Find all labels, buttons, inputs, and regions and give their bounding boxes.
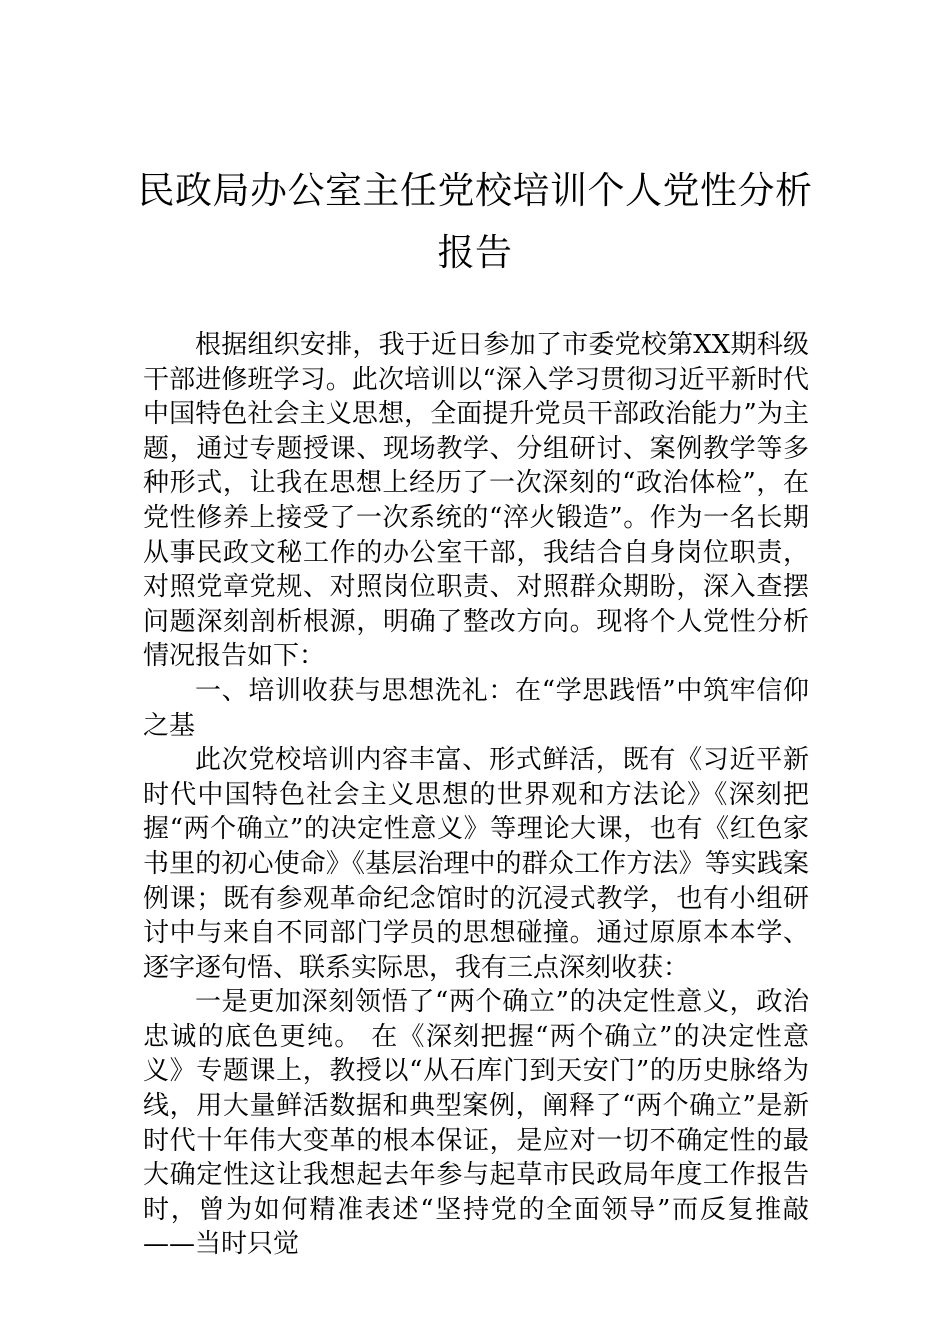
paragraph-intro: 根据组织安排，我于近日参加了市委党校第XX期科级干部进修班学习。此次培训以“深入学习贯彻习近平新时代中国特色社会主义思想，全面提升党员干部政治能力”为主题，通过专题授课、现场教学、分组研讨、案例教学等多种形式，让我在思想上经历了一次深刻的“政治体检”，在党性修养上接受了一次系统的“淬火锻造”。作为一名长期从事民政文秘工作的办公室干部，我结合自身岗位职责，对照党章党规、对照岗位职责、对照群众期盼，深入查摆问题深刻剖析根源，明确了整改方向。现将个人党性分析情况报告如下：	[143, 330, 809, 672]
paragraph-point-1: 一是更加深刻领悟了“两个确立”的决定性意义，政治忠诚的底色更纯。 在《深刻把握“两个确立”的决定性意义》专题课上，教授以“从石库门到天安门”的历史脉络为线，用大量鲜活数据和典型案例，阐释了“两个确立”是新时代十年伟大变革的根本保证，是应对一切不确定性的最大确定性这让我想起去年参与起草市民政局年度工作报告时，曾为如何精准表述“坚持党的全面领导”而反复推敲——当时只觉	[143, 987, 809, 1260]
document-body	[143, 328, 809, 1262]
paragraph-training-content: 此次党校培训内容丰富、形式鲜活，既有《习近平新时代中国特色社会主义思想的世界观和方法论》《深刻把握“两个确立”的决定性意义》等理论大课，也有《红色家书里的初心使命》《基层治理中的群众工作方法》等实践案例课；既有参观革命纪念馆时的沉浸式教学，也有小组研讨中与来自不同部门学员的思想碰撞。通过原原本本学、逐字逐句悟、联系实际思，我有三点深刻收获：	[143, 745, 809, 983]
document-title: 民政局办公室主任党校培训个人党性分析报告	[137, 169, 813, 274]
section-heading-1: 一、培训收获与思想洗礼：在“学思践悟”中筑牢信仰之基	[143, 675, 809, 741]
